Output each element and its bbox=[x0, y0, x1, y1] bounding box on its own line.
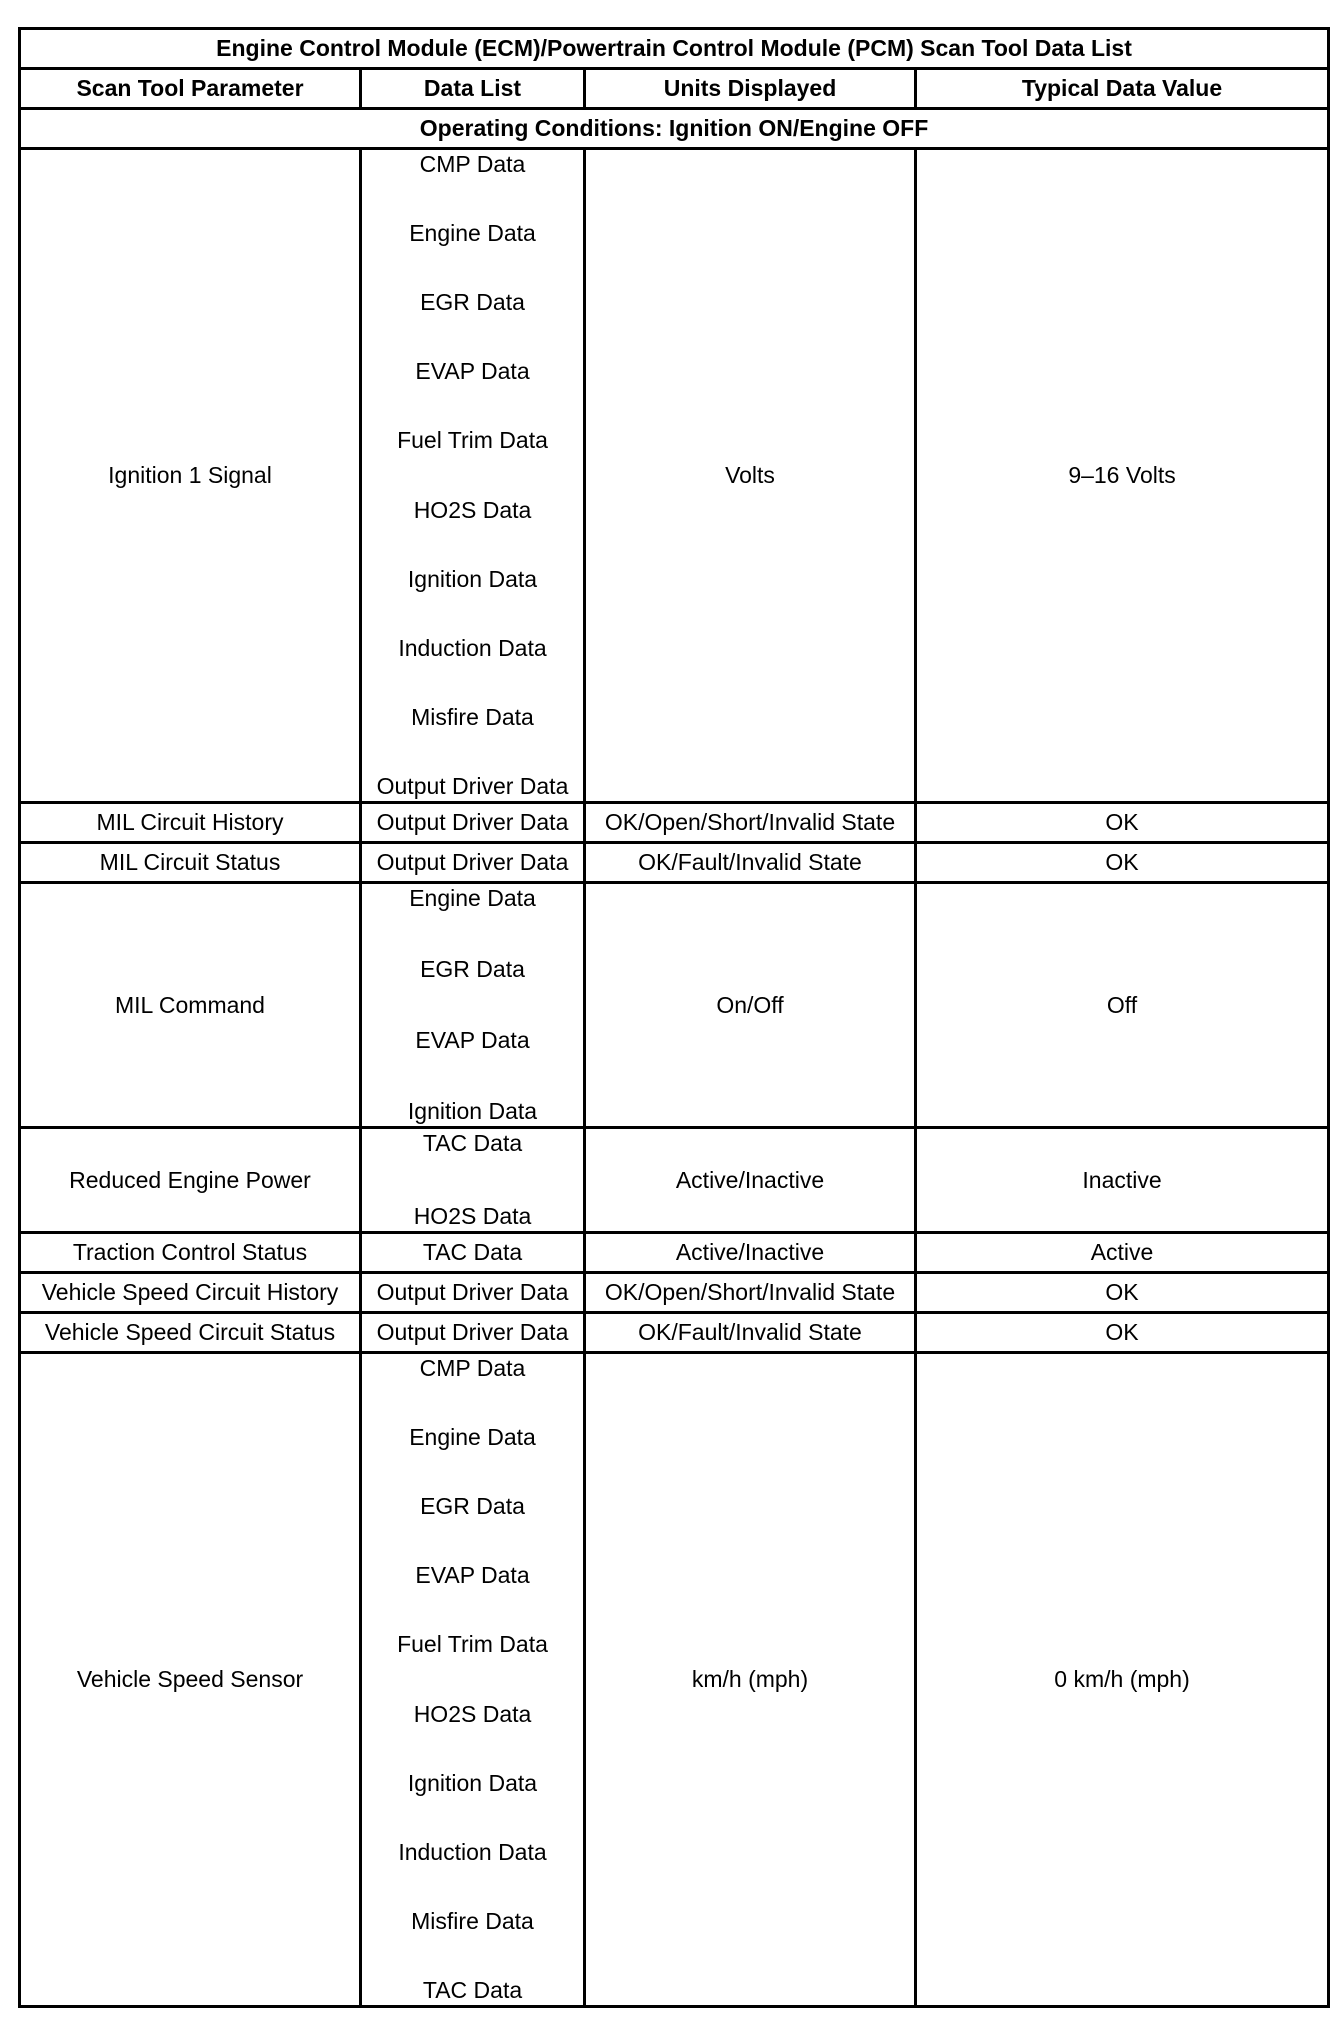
units-cell: Active/Inactive bbox=[585, 1128, 916, 1233]
typical-value-cell: OK bbox=[916, 1273, 1329, 1313]
data-list-item: EVAP Data bbox=[415, 1562, 530, 1589]
data-list-stack bbox=[362, 150, 583, 801]
data-list-item: Misfire Data bbox=[411, 1907, 534, 1934]
parameter-cell: MIL Circuit Status bbox=[20, 843, 361, 883]
scan-tool-data-table bbox=[18, 27, 1330, 2008]
parameter-cell: MIL Circuit History bbox=[20, 803, 361, 843]
data-list-item: EVAP Data bbox=[415, 1027, 530, 1053]
data-list-item: Output Driver Data bbox=[376, 772, 569, 799]
data-list-item: CMP Data bbox=[419, 151, 526, 177]
data-list-cell: Output Driver Data bbox=[361, 1273, 585, 1313]
table-row bbox=[20, 803, 1329, 843]
data-list-item: TAC Data bbox=[422, 1130, 523, 1156]
parameter-cell: Traction Control Status bbox=[20, 1233, 361, 1273]
table-row bbox=[20, 843, 1329, 883]
header-units-displayed: Units Displayed bbox=[585, 69, 916, 109]
table-row bbox=[20, 1353, 1329, 2007]
header-data-list: Data List bbox=[361, 69, 585, 109]
units-cell: OK/Fault/Invalid State bbox=[585, 1313, 916, 1353]
data-list-cell bbox=[361, 1353, 585, 2007]
operating-conditions: Operating Conditions: Ignition ON/Engine OFF bbox=[20, 109, 1329, 149]
data-list-cell bbox=[361, 883, 585, 1128]
data-list-item: EVAP Data bbox=[415, 358, 530, 385]
data-list-cell bbox=[361, 1128, 585, 1233]
header-scan-tool-parameter: Scan Tool Parameter bbox=[20, 69, 361, 109]
typical-value-cell: OK bbox=[916, 843, 1329, 883]
units-cell: Active/Inactive bbox=[585, 1233, 916, 1273]
data-list-cell: TAC Data bbox=[361, 1233, 585, 1273]
units-cell: On/Off bbox=[585, 883, 916, 1128]
data-list-item: EGR Data bbox=[420, 1493, 525, 1520]
data-list-item: EGR Data bbox=[420, 956, 525, 982]
typical-value-cell: 9–16 Volts bbox=[916, 149, 1329, 803]
data-list-item: HO2S Data bbox=[413, 496, 532, 523]
typical-value-cell: OK bbox=[916, 803, 1329, 843]
units-cell: OK/Fault/Invalid State bbox=[585, 843, 916, 883]
data-list-stack bbox=[362, 1129, 583, 1231]
parameter-cell: Ignition 1 Signal bbox=[20, 149, 361, 803]
table-row bbox=[20, 1233, 1329, 1273]
operating-conditions-row bbox=[20, 109, 1329, 149]
data-list-cell: Output Driver Data bbox=[361, 843, 585, 883]
data-list-item: TAC Data bbox=[422, 1976, 523, 2003]
data-list-item: Ignition Data bbox=[407, 565, 538, 592]
parameter-cell: Reduced Engine Power bbox=[20, 1128, 361, 1233]
parameter-cell: MIL Command bbox=[20, 883, 361, 1128]
data-list-item: Engine Data bbox=[409, 1424, 536, 1451]
data-list-item: CMP Data bbox=[419, 1355, 526, 1381]
typical-value-cell: OK bbox=[916, 1313, 1329, 1353]
data-list-cell: Output Driver Data bbox=[361, 1313, 585, 1353]
table-row bbox=[20, 1273, 1329, 1313]
units-cell: OK/Open/Short/Invalid State bbox=[585, 1273, 916, 1313]
data-list-item: HO2S Data bbox=[413, 1700, 532, 1727]
data-list-item: Fuel Trim Data bbox=[397, 427, 548, 454]
data-list-item: Ignition Data bbox=[407, 1769, 538, 1796]
data-list-cell: Output Driver Data bbox=[361, 803, 585, 843]
data-list-item: Fuel Trim Data bbox=[397, 1631, 548, 1658]
parameter-cell: Vehicle Speed Circuit History bbox=[20, 1273, 361, 1313]
data-list-item: EGR Data bbox=[420, 289, 525, 316]
parameter-cell: Vehicle Speed Circuit Status bbox=[20, 1313, 361, 1353]
typical-value-cell: 0 km/h (mph) bbox=[916, 1353, 1329, 2007]
units-cell: km/h (mph) bbox=[585, 1353, 916, 2007]
table-row bbox=[20, 149, 1329, 803]
typical-value-cell: Off bbox=[916, 883, 1329, 1128]
data-list-item: Engine Data bbox=[409, 885, 536, 911]
typical-value-cell: Inactive bbox=[916, 1128, 1329, 1233]
table-body bbox=[20, 149, 1329, 2007]
data-list-item: Induction Data bbox=[398, 1838, 547, 1865]
parameter-cell: Vehicle Speed Sensor bbox=[20, 1353, 361, 2007]
data-list-item: Engine Data bbox=[409, 220, 536, 247]
table-row bbox=[20, 1313, 1329, 1353]
data-list-item: Misfire Data bbox=[411, 703, 534, 730]
data-list-stack bbox=[362, 884, 583, 1126]
header-typical-data-value: Typical Data Value bbox=[916, 69, 1329, 109]
table-header-row bbox=[20, 69, 1329, 109]
data-list-cell bbox=[361, 149, 585, 803]
units-cell: Volts bbox=[585, 149, 916, 803]
table-title-row bbox=[20, 29, 1329, 69]
table-row bbox=[20, 883, 1329, 1128]
data-list-stack bbox=[362, 1354, 583, 2005]
typical-value-cell: Active bbox=[916, 1233, 1329, 1273]
data-list-item: Induction Data bbox=[398, 634, 547, 661]
table-title: Engine Control Module (ECM)/Powertrain Control Module (PCM) Scan Tool Data List bbox=[20, 29, 1329, 69]
units-cell: OK/Open/Short/Invalid State bbox=[585, 803, 916, 843]
data-list-item: Ignition Data bbox=[407, 1098, 538, 1124]
table-row bbox=[20, 1128, 1329, 1233]
data-list-item: HO2S Data bbox=[413, 1203, 532, 1229]
